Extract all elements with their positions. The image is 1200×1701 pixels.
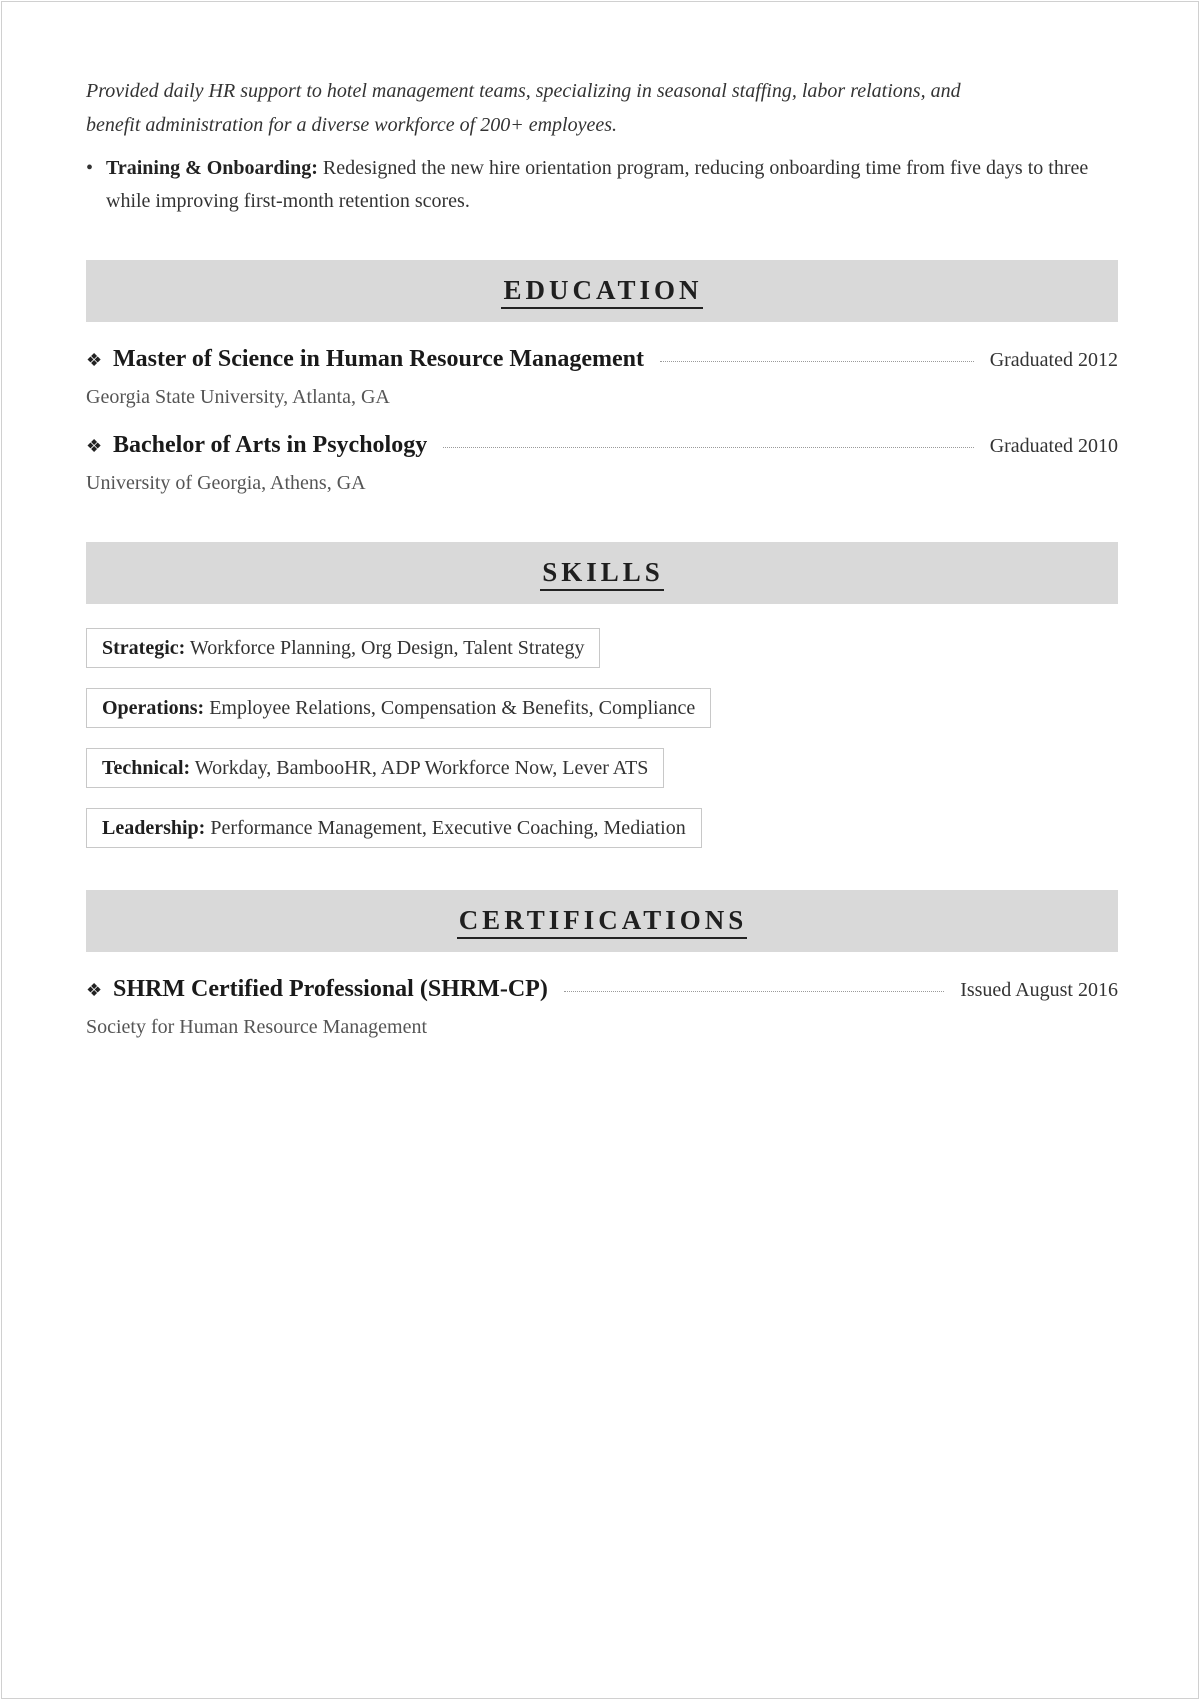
- education-entry-row: [86, 346, 1118, 380]
- school-name: Georgia State University, Atlanta, GA: [86, 386, 390, 408]
- experience-bullet: [86, 152, 1118, 218]
- skill-group: [86, 628, 600, 668]
- certification-entry-row: [86, 976, 1118, 1010]
- bullet-text: Redesigned the new hire orientation program, reducing onboarding time from five days to three while improving first-month retention scores.: [106, 157, 1089, 212]
- bullet-marker: •: [86, 157, 94, 179]
- skills-list: [86, 628, 1118, 848]
- skill-group-items: Performance Management, Executive Coaching, Mediation: [205, 817, 686, 839]
- certifications-header: [86, 890, 1118, 952]
- certification-name: SHRM Certified Professional (SHRM-CP): [113, 976, 548, 1002]
- education-header: [86, 260, 1118, 322]
- skills-title: SKILLS: [540, 556, 664, 591]
- education-title: EDUCATION: [501, 274, 702, 309]
- resume-page: [1, 1, 1199, 1699]
- issuing-organization: Society for Human Resource Management: [86, 1016, 428, 1038]
- skill-group: [86, 748, 664, 788]
- dotted-leader: [660, 361, 974, 362]
- education-entry: [86, 432, 1118, 500]
- issue-date: Issued August 2016: [960, 979, 1118, 1001]
- dotted-leader: [564, 991, 944, 992]
- school-name: University of Georgia, Athens, GA: [86, 472, 366, 494]
- diamond-icon: ❖: [86, 350, 103, 370]
- dotted-leader: [443, 447, 973, 448]
- graduation-date: Graduated 2010: [989, 435, 1118, 457]
- skill-group-label: Operations:: [102, 697, 205, 719]
- skill-group: [86, 688, 711, 728]
- skills-header: [86, 542, 1118, 604]
- skill-group-items: Workday, BambooHR, ADP Workforce Now, Lever ATS: [190, 757, 649, 779]
- certification-entry: [86, 976, 1118, 1044]
- skill-group-label: Leadership:: [102, 817, 206, 839]
- skill-group-items: Employee Relations, Compensation & Benefits, Compliance: [204, 697, 696, 719]
- certifications-title: CERTIFICATIONS: [457, 904, 748, 939]
- degree-title: Bachelor of Arts in Psychology: [113, 432, 428, 458]
- experience-summary: Provided daily HR support to hotel management teams, specializing in seasonal staffing, labor relations, and benefit administration for a diverse workforce of 200+ employees.: [86, 80, 961, 136]
- education-entry-row: [86, 432, 1118, 466]
- diamond-icon: ❖: [86, 980, 103, 1000]
- education-entry: [86, 346, 1118, 414]
- experience-bullets: [86, 152, 1118, 218]
- resume-content: [86, 74, 1118, 1044]
- skill-group-label: Technical:: [102, 757, 191, 779]
- degree-title: Master of Science in Human Resource Management: [113, 346, 645, 372]
- bullet-label: Training & Onboarding:: [106, 157, 318, 179]
- diamond-icon: ❖: [86, 436, 103, 456]
- graduation-date: Graduated 2012: [989, 349, 1118, 371]
- skill-group-items: Workforce Planning, Org Design, Talent Strategy: [185, 637, 585, 659]
- skill-group: [86, 808, 702, 848]
- skill-group-label: Strategic:: [102, 637, 186, 659]
